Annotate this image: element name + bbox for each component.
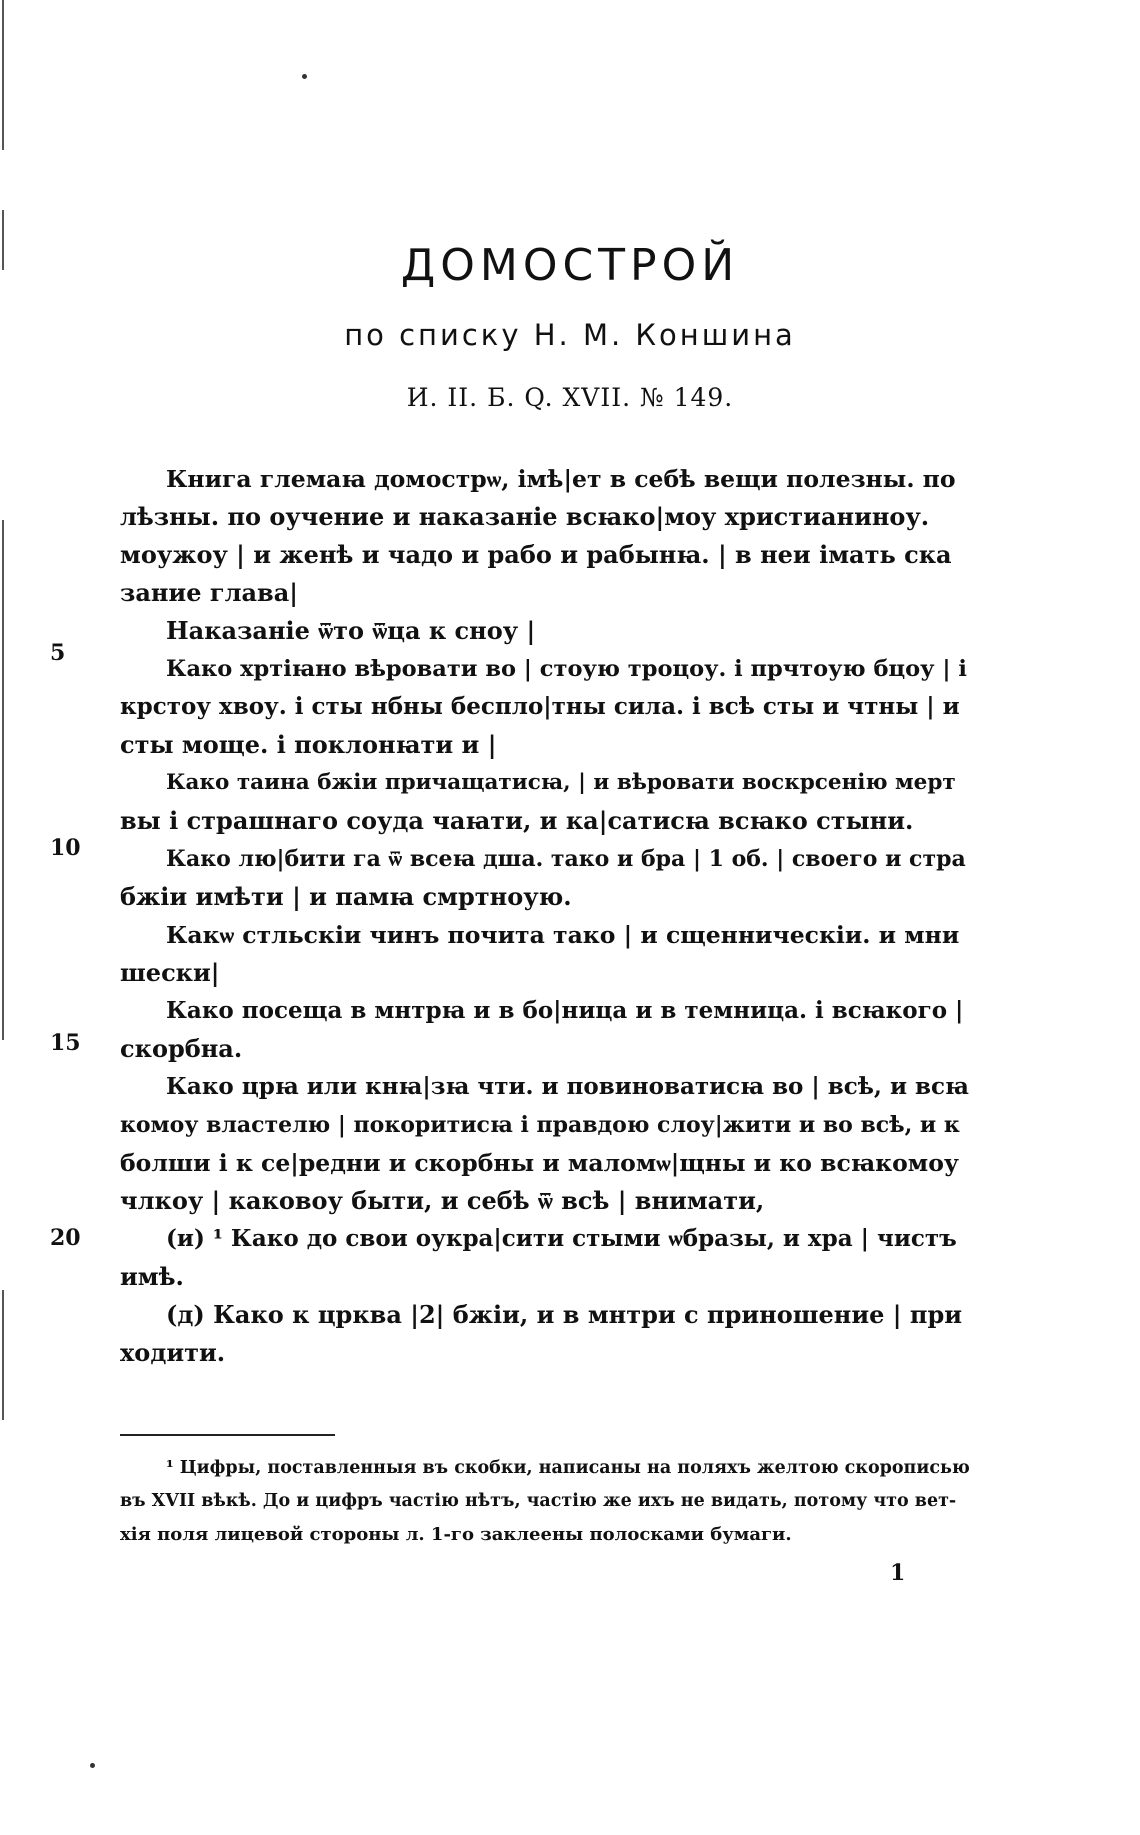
text-line: моужоу | и женѣ и чадо и рабо и рабынꙗ. | в неи імать ска [120, 540, 952, 569]
scan-speck [302, 74, 307, 79]
text-line: бжіи имѣти | и памꙗ смртноую. [120, 882, 572, 911]
footnote-divider [120, 1434, 335, 1436]
line-number-20: 20 [50, 1225, 81, 1251]
line-number-5: 5 [50, 640, 66, 666]
text-line: вы і страшнаго соуда чаꙗти, и ка|сатисꙗ всꙗко стыни. [120, 806, 914, 835]
text-line: ходити. [120, 1338, 226, 1367]
footnote-line: ¹ Цифры, поставленныя въ скобки, написаны на поляхъ желтою скорописью [166, 1458, 970, 1478]
footnote-line: хія поля лицевой стороны л. 1-го заклеены полосками бумаги. [120, 1524, 792, 1545]
text-line: (д) Како к црква |2| бжіи, и в мнтри с приношение | при [166, 1300, 963, 1329]
text-line: имѣ. [120, 1262, 184, 1291]
page-number: 1 [890, 1560, 906, 1586]
page-title: ДОМОСТРОЙ [400, 240, 740, 291]
text-line: Какѡ стльскіи чинъ почита тако | и сщенническіи. и мни [166, 921, 960, 949]
text-line: Како лю|бити га ѿ всеꙗ дша. тако и бра | 1 об. | своего и стра [166, 846, 966, 872]
text-line: (и) ¹ Како до свои оукра|сити стыми ѡбразы, и хра | чистъ [166, 1225, 957, 1252]
text-line: комоу властелю | покоритисꙗ і правдою слоу|жити и во всѣ, и к [120, 1112, 960, 1138]
text-line: сты моще. і поклонꙗти и | [120, 730, 497, 759]
line-number-10: 10 [50, 835, 81, 861]
text-line: члкоу | каковоу быти, и себѣ ѿ всѣ | внимати, [120, 1186, 765, 1215]
text-line: крстоу хвоу. і сты нбны беспло|тны сила. і всѣ сты и чтны | и [120, 693, 960, 720]
footnote-line: въ XVII вѣкѣ. До и цифръ частію нѣтъ, частію же ихъ не видать, потому что вет- [120, 1491, 957, 1511]
footnote [120, 1452, 970, 1551]
text-line: Наказаніе ѿто ѿца к сноу | [166, 616, 536, 645]
text-line: Како таина бжіи причащатисꙗ, | и вѣровати воскрсенію мерт [166, 770, 956, 795]
manuscript-shelfmark: И. II. Б. Q. XVII. № 149. [406, 383, 734, 412]
text-line: Како црꙗ или кнꙗ|зꙗ чти. и повиноватисꙗ во | всѣ, и всꙗ [166, 1073, 969, 1100]
page-subtitle: по списку Н. М. Коншина [344, 318, 796, 352]
text-line: болши і к се|редни и скорбны и маломѡ|щны и ко всꙗкомоу [120, 1149, 959, 1177]
text-line: шески| [120, 958, 220, 987]
text-line: лѣзны. по оучение и наказаніе всꙗко|моу христианиноу. [120, 502, 930, 531]
main-text [120, 460, 970, 1372]
text-line: Како посеща в мнтрꙗ и в бо|ница и в темница. і всꙗкого | [166, 997, 964, 1024]
text-line: Како хртіꙗно вѣровати во | стоую троцоу. і прчтоую бцоу | і [166, 656, 967, 682]
line-number-15: 15 [50, 1030, 81, 1056]
text-line: зание глава| [120, 578, 298, 607]
scan-speck [90, 1763, 95, 1768]
text-line: Книга глемаꙗ домострѡ, імѣ|ет в себѣ вещи полезны. по [166, 465, 956, 493]
text-line: скорбна. [120, 1034, 243, 1063]
